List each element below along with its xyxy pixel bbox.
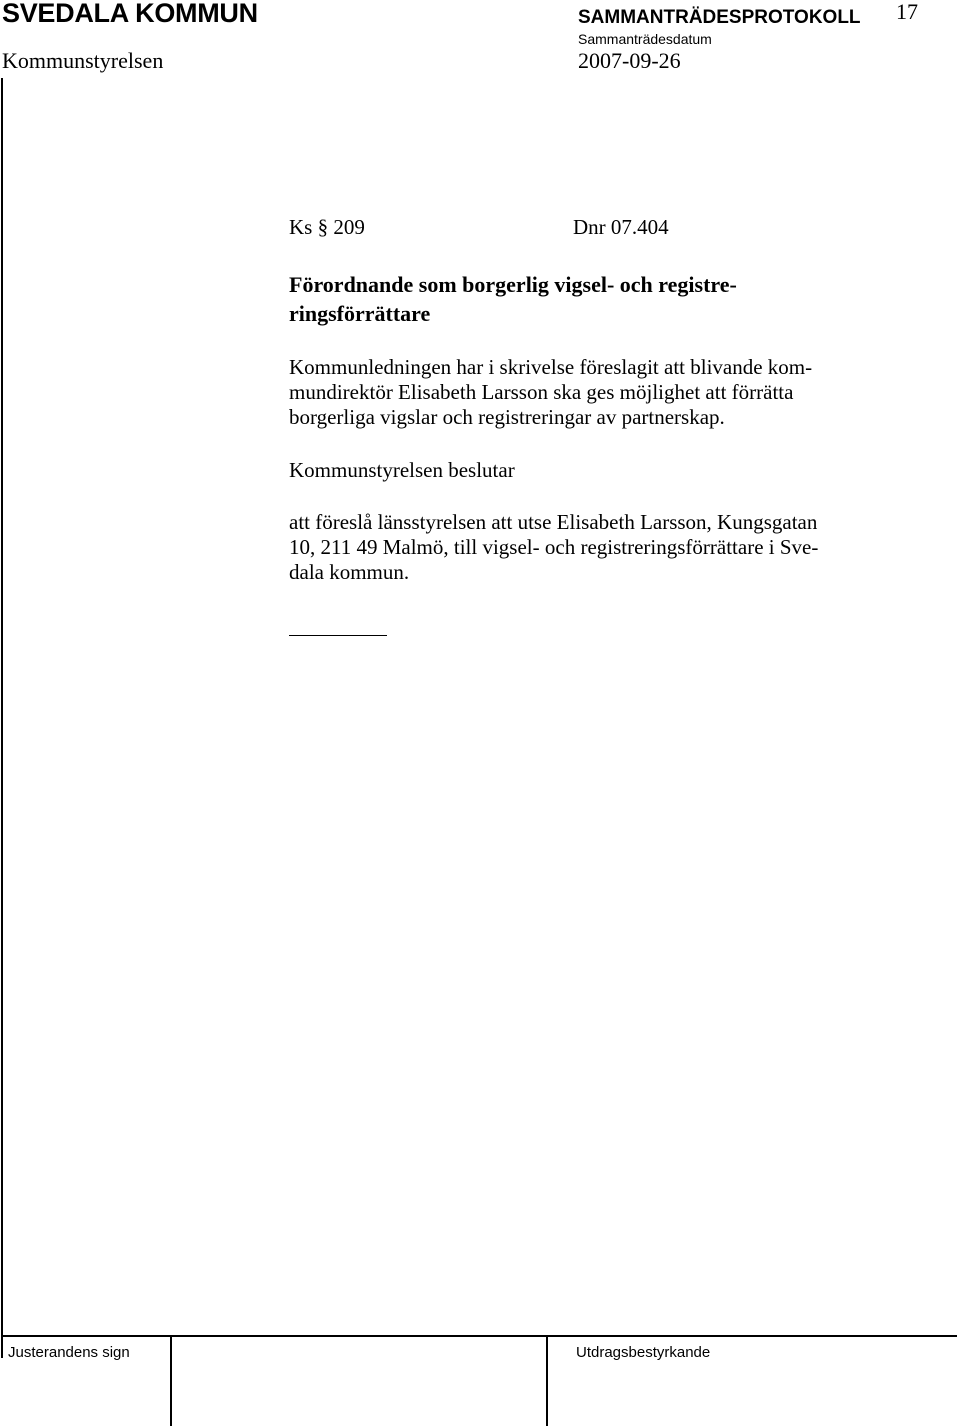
page-number: 17 — [896, 0, 918, 24]
footer-divider — [546, 1336, 548, 1426]
title-line: ringsförrättare — [289, 301, 431, 326]
footer-signature-label: Justerandens sign — [8, 1344, 130, 1361]
decision-line: 10, 211 49 Malmö, till vigsel- och registreringsförrättare i Sve- — [289, 535, 819, 559]
organization-name: SVEDALA KOMMUN — [2, 0, 258, 28]
background-paragraph — [289, 355, 849, 430]
left-margin-rule — [1, 78, 3, 1358]
diary-number: Dnr 07.404 — [573, 215, 669, 239]
footer-rule — [1, 1335, 957, 1337]
committee-name: Kommunstyrelsen — [2, 48, 164, 73]
paragraph-line: borgerliga vigslar och registreringar av partnerskap. — [289, 405, 725, 429]
document-type: SAMMANTRÄDESPROTOKOLL — [578, 7, 861, 28]
section-end-rule — [289, 635, 387, 636]
decision-heading: Kommunstyrelsen beslutar — [289, 458, 515, 482]
paragraph-line: mundirektör Elisabeth Larsson ska ges möjlighet att förrätta — [289, 380, 794, 404]
footer-certification-label: Utdragsbestyrkande — [576, 1344, 711, 1361]
decision-line: dala kommun. — [289, 560, 410, 584]
decision-line: att föreslå länsstyrelsen att utse Elisabeth Larsson, Kungsgatan — [289, 510, 818, 534]
title-line: Förordnande som borgerlig vigsel- och registre- — [289, 272, 737, 297]
paragraph-line: Kommunledningen har i skrivelse föreslagit att blivande kom- — [289, 355, 813, 379]
meeting-date-label: Sammanträdesdatum — [578, 31, 712, 47]
decision-paragraph — [289, 510, 849, 585]
footer-divider — [170, 1336, 172, 1426]
paragraph-reference: Ks § 209 — [289, 215, 365, 239]
meeting-date: 2007-09-26 — [578, 48, 681, 73]
item-title — [289, 270, 849, 328]
